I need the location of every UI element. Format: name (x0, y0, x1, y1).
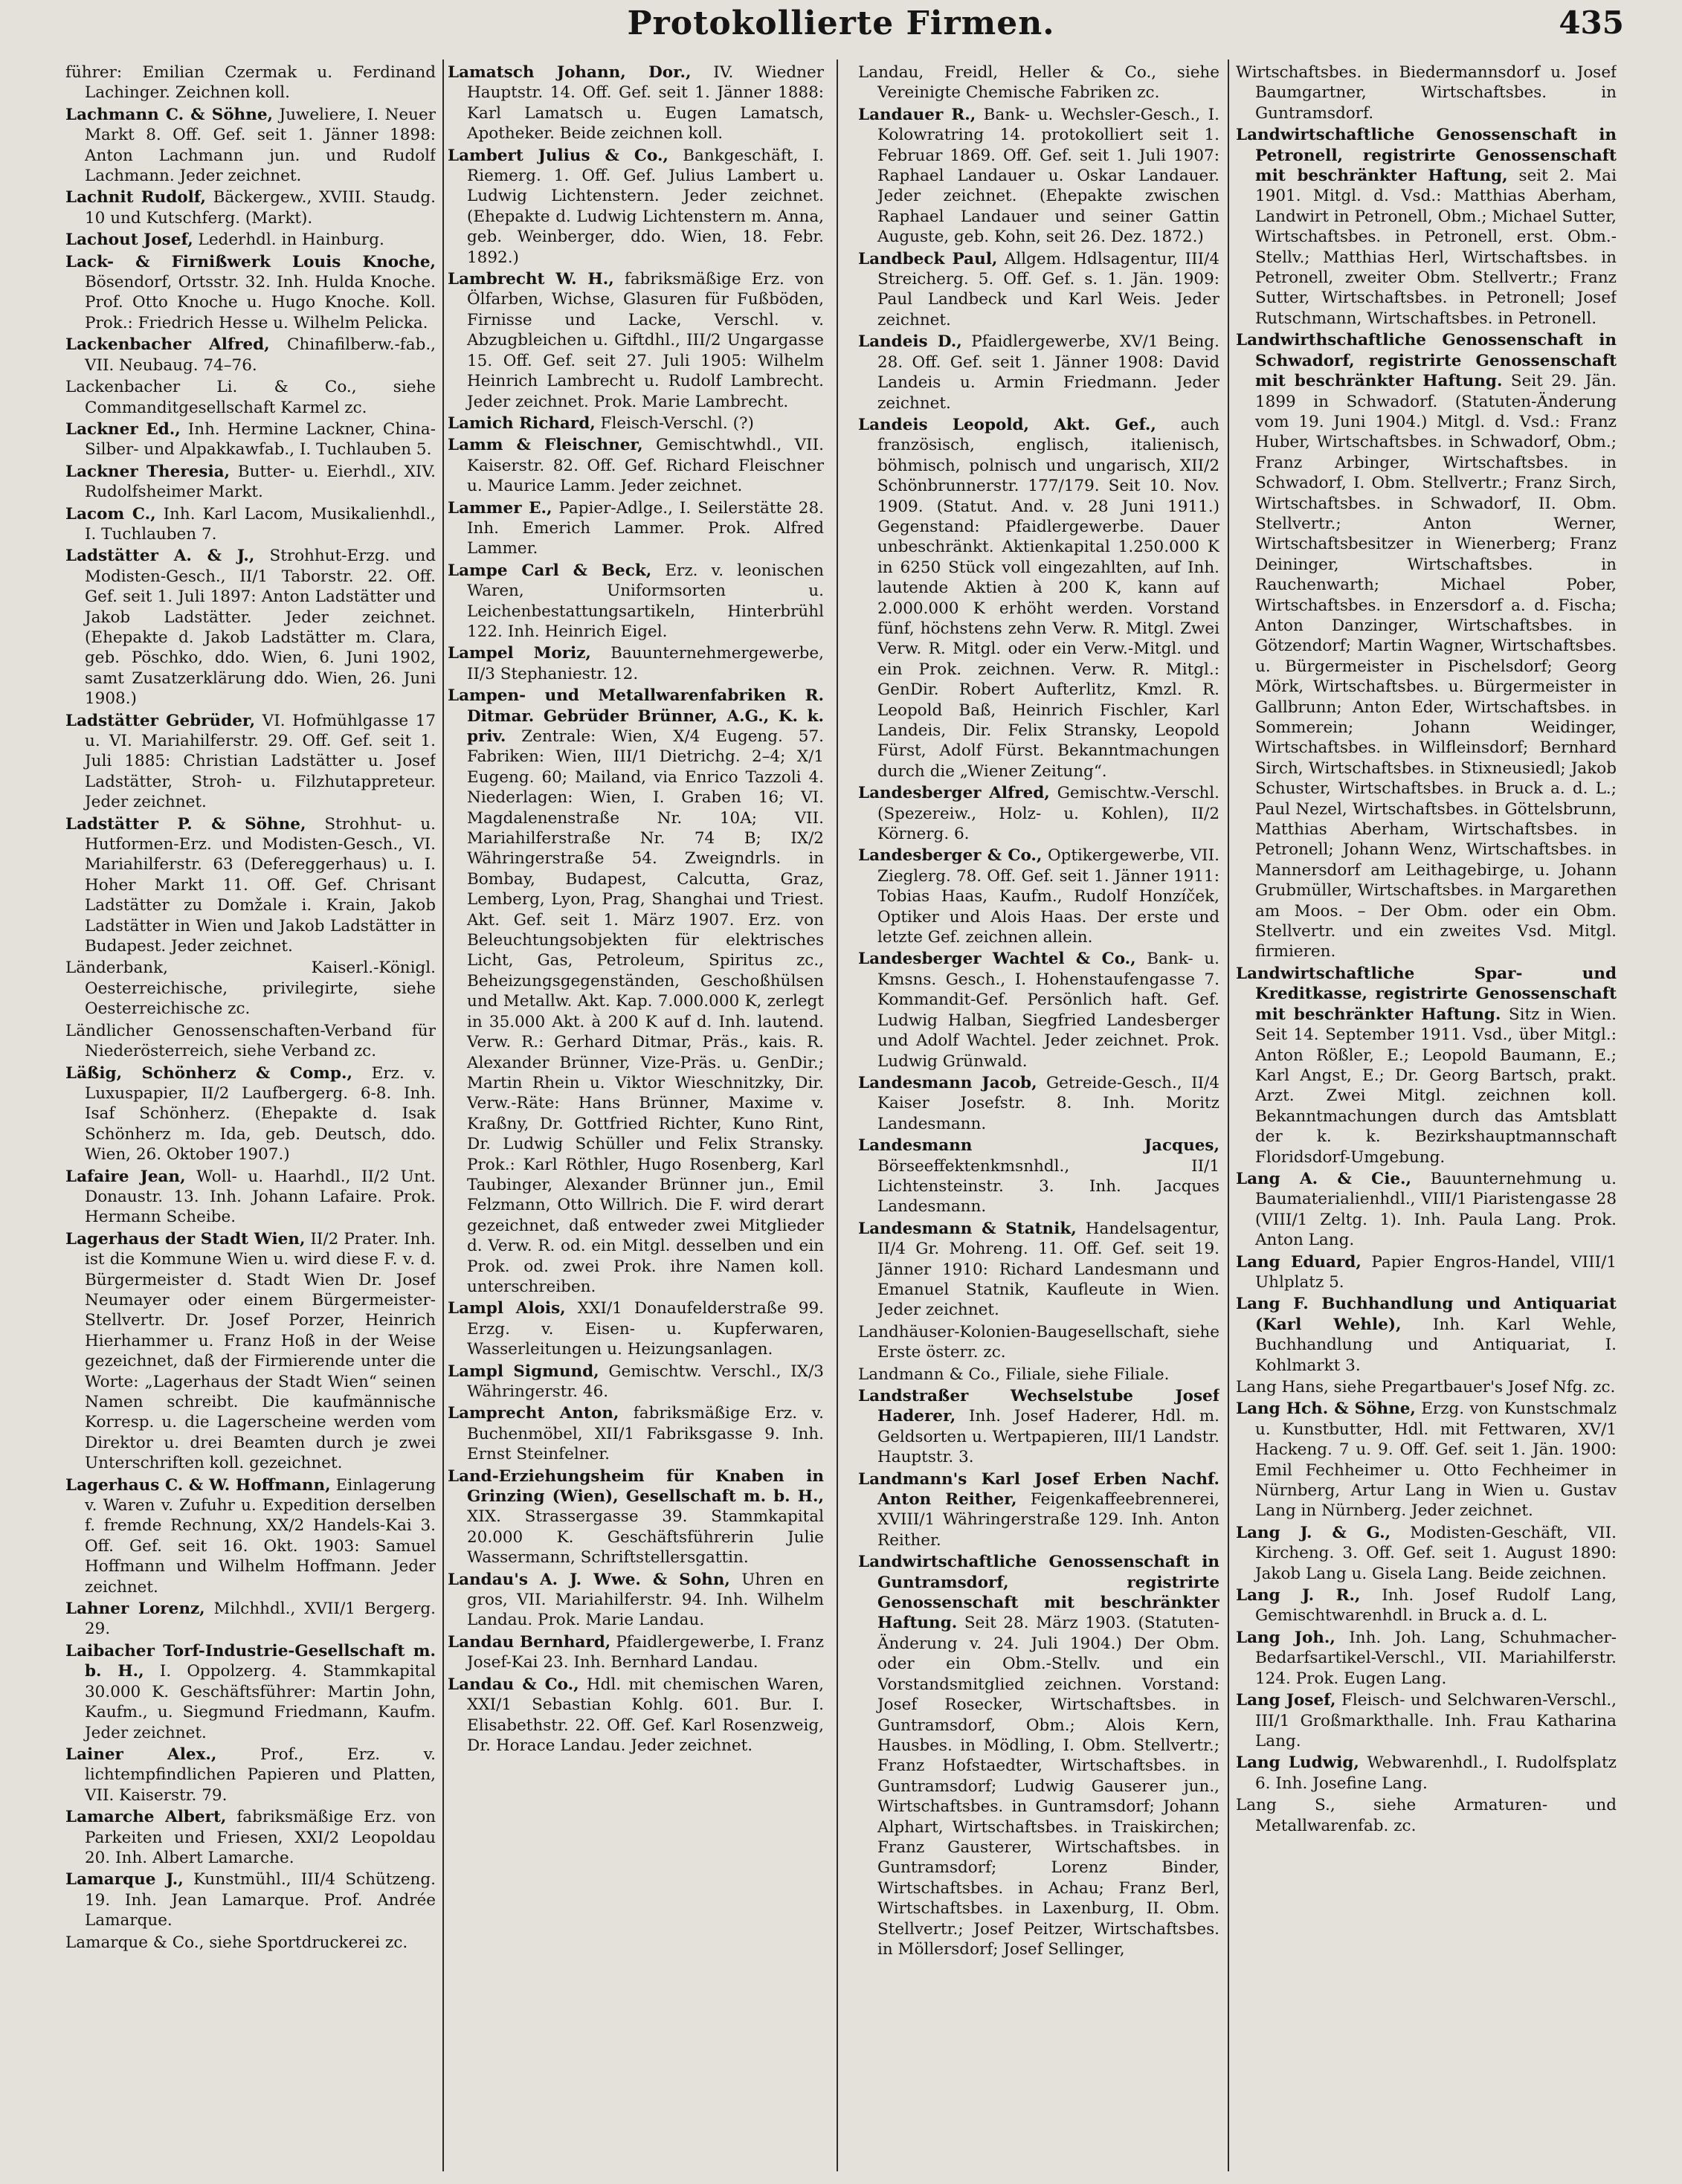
directory-entry (65, 1641, 436, 1743)
entry-text: Landhäuser-Kolonien-Baugesellschaft, siehe Erste österr. zc. (858, 1322, 1219, 1362)
entry-text: Börseeffektenkmsnhdl., II/1 Lichtensteinstr. 3. Inh. Jacques Landesmann. (877, 1156, 1219, 1217)
firm-name: Lang J. & G., (1236, 1523, 1391, 1542)
directory-entry (65, 62, 436, 103)
entry-text: Gemischtw.-Verschl. (Spezereiw., Holz- u. Kohlen), II/2 Körnerg. 6. (877, 784, 1219, 844)
entry-text: Juweliere, I. Neuer Markt 8. Off. Gef. seit 1. Jänner 1898: Anton Lachmann jun. und Rudolf Lachmann. Jeder zeichnet. (85, 105, 436, 186)
entry-text: Lamarque & Co., siehe Sportdruckerei zc. (65, 1933, 408, 1952)
firm-name: Lachmann C. & Söhne, (65, 105, 273, 124)
directory-entry (65, 230, 436, 250)
directory-entry (65, 1063, 436, 1165)
firm-name: Lamm & Fleischner, (448, 436, 643, 455)
page-header (0, 0, 1682, 52)
entry-text: Seit 29. Jän. 1899 in Schwadorf. (Statuten-Änderung vom 19. Juni 1904.) Mitgl. d. Vsd.: Franz Huber, Wirtschaftsbes. in Schwadorf, Obm.; Franz Arbinger, Wirtschaftsbes. in Schwadorf, I. Obm. Stellvertr.; Franz Sirch, Wirtschaftsbes. in Schwadorf, II. Obm. Stellvertr.; Anton Werner, Wirtschaftsbesitzer in Wienerberg; Franz Deininger, Wirtschaftsbes. in Rauchenwarth; Michael Pober, Wirtschaftsbes. in Enzersdorf a. d. Fischa; Anton Danzinger, Wirtschaftsbes. in Götzendorf; Martin Wagner, Wirtschaftsbes. u. Bürgermeister in Pischelsdorf; Georg Mörk, Wirtschaftsbes. u. Bürgermeister in Gallbrunn; Anton Eder, Wirtschaftsbes. in Sommerein; Johann Weidinger, Wirtschaftsbes. in Wilfleinsdorf; Bernhard Sirch, Wirtschaftsbes. in Stixneusiedl; Jakob Schuster, Wirtschaftsbes. in Bruck a. d. L.; Paul Nezel, Wirtschaftsbes. in Göttelsbrunn, Matthias Aberham, Wirtschaftsbes. in Petronell; Johann Wenz, Wirtschaftsbes. in Mannersdorf am Leithagebirge, u. Johann Grubmüller, Wirtschaftsbes. in Margarethen am Moos. – Der Obm. oder ein Obm. Stellvertr. und ein zweites Vsd. Mitgl. firmieren. (1255, 372, 1617, 961)
page-number: 435 (1559, 4, 1624, 41)
entry-text: Bauunternehmergewerbe, II/3 Stephaniestr. 12. (467, 644, 824, 683)
entry-text: Gemischtw. Verschl., IX/3 Währingerstr. 46. (467, 1362, 824, 1401)
directory-entry (1236, 964, 1617, 1167)
entry-text: Bankgeschäft, I. Riemerg. 1. Off. Gef. Julius Lambert u. Ludwig Lichtenstern. Jeder zeichnet. (Ehepakte d. Ludwig Lichtenstern m. Anna, geb. Weinberger, ddo. Wien, 18. Febr. 1892.) (467, 146, 824, 267)
directory-entry (65, 419, 436, 460)
entry-text: Strohhut-Erzg. und Modisten-Gesch., II/1 Taborstr. 22. Off. Gef. seit 1. Juli 1897: Anton Ladstätter und Jakob Ladstätter. Jeder zeichnet. (Ehepakte d. Jakob Ladstätter m. Clara, geb. Pöschko, ddo. Wien, 6. Juni 1902, samt Zusatzerklärung ddo. Wien, 26. Juni 1908.) (85, 547, 436, 709)
directory-entry (65, 958, 436, 1019)
entry-text: Seit 28. März 1903. (Statuten-Änderung v. 24. Juli 1904.) Der Obm. oder ein Obm.-Stellv. und ein Vorstandsmitglied zeichnen. Vorstand: Josef Rosecker, Wirtschaftsbes. in Guntramsdorf, Obm.; Alois Kern, Hausbes. in Mödling, I. Obm. Stellvertr.; Franz Hofstaedter, Wirtschaftsbes. in Guntramsdorf; Ludwig Gauserer jun., Wirtschaftsbes. in Guntramsdorf; Johann Alphart, Wirtschaftsbes. in Traiskirchen; Franz Gausterer, Wirtschaftsbes. in Guntramsdorf; Lorenz Binder, Wirtschaftsbes. in Achau; Franz Berl, Wirtschaftsbes. in Laxenburg, II. Obm. Stellvertr.; Josef Peitzer, Wirtschaftsbes. in Möllersdorf; Josef Sellinger, (877, 1614, 1219, 1959)
firm-name: Landbeck Paul, (858, 249, 998, 268)
directory-entry (1236, 1377, 1617, 1397)
directory-entry (65, 1021, 436, 1062)
directory-entry (448, 1675, 824, 1756)
directory-entry (65, 814, 436, 957)
entry-text: Lang S., siehe Armaturen- und Metallwarenfab. zc. (1236, 1796, 1617, 1835)
entry-text: Sitz in Wien. Seit 14. September 1911. Vsd., über Mitgl.: Anton Rößler, E.; Leopold Baumann, E.; Karl Angst, E.; Dr. Georg Bartsch, prakt. Arzt. Zwei Mitgl. zeichnen koll. Bekanntmachungen durch das Amtsblatt der k. k. Bezirkshauptmannschaft Floridsdorf-Umgebung. (1255, 1005, 1617, 1167)
directory-entry (858, 1073, 1219, 1134)
entry-text: Inh. Karl Lacom, Musikalienhdl., I. Tuchlauben 7. (85, 504, 436, 544)
directory-entry (858, 249, 1219, 331)
directory-entry (65, 1475, 436, 1597)
firm-name: Ladstätter A. & J., (65, 547, 255, 566)
column-divider (1228, 59, 1229, 2171)
directory-entry (448, 1466, 824, 1568)
firm-name: Lackenbacher Alfred, (65, 335, 270, 355)
firm-name: Lang Ludwig, (1236, 1753, 1359, 1773)
directory-entry (858, 1365, 1219, 1385)
directory-entry (1236, 1294, 1617, 1376)
firm-name: Lagerhaus der Stadt Wien, (65, 1229, 306, 1249)
entry-text: Erz. v. Luxuspapier, II/2 Laufbergerg. 6-8. Inh. Isaf Schönherz. (Ehepakte d. Isak Schönherz m. Ida, geb. Deutsch, ddo. Wien, 26. Oktober 1907.) (85, 1063, 436, 1165)
directory-entry (448, 643, 824, 684)
entry-text: Inh. Josef Haderer, Hdl. m. Geldsorten u. Wertpapieren, III/1 Landstr. Hauptstr. 3. (877, 1407, 1219, 1467)
firm-name: Lamarque J., (65, 1870, 184, 1890)
directory-entry (448, 146, 824, 268)
entry-text: Zentrale: Wien, X/4 Eugeng. 57. Fabriken: Wien, III/1 Dietrichg. 2–4; X/1 Eugeng. 60; Mailand, via Enrico Tazzoli 4. Niederlagen: Wien, I. Graben 16; VI. Magdalenenstraße Nr. 10A; VII. Mariahilferstraße Nr. 74 B; IX/2 Währingerstraße 54. Zweigndrls. in Bombay, Budapest, Calcutta, Graz, Lemberg, Lyon, Prag, Shanghai und Triest. Akt. Gef. seit 1. März 1907. Erz. von Beleuchtungsobjekten für elektrisches Licht, Gas, Petroleum, Spiritus zc., Beheizungsgegenständen, Geschoßhülsen und Metallw. Akt. Kap. 7.000.000 K, zerlegt in 35.000 Akt. à 200 K auf d. Inh. lautend. Verw. R.: Gerhard Ditmar, Präs., kais. R. Alexander Brünner, Vize-Präs. u. GenDir.; Martin Rhein u. Viktor Wieschnitzky, Dir. Verw.-Räte: Hans Brünner, Maxime v. Kraßny, Dr. Gottfried Richter, Kuno Rint, Dr. Ludwig Schüller und Felix Stransky. Prok.: Karl Röthler, Hugo Rosenberg, Karl Taubinger, Alexander Brünner jun., Emil Felzmann, Otto Willrich. Die F. wird derart gezeichnet, daß entweder zwei Mitglieder d. Verw. R. od. ein Mitgl. desselben und ein Prok. od. zwei Prok. ihre Namen koll. unterschreiben. (467, 727, 824, 1296)
entry-text: Länderbank, Kaiserl.-Königl. Oesterreichische, privilegirte, siehe Oesterreichische zc. (65, 959, 436, 1019)
directory-entry (448, 498, 824, 559)
directory-entry (65, 335, 436, 376)
entry-text: Papier Engros-Handel, VIII/1 Uhlplatz 5. (1255, 1252, 1617, 1292)
page-title: Protokollierte Firmen. (627, 4, 1055, 42)
entry-text: auch französisch, englisch, italienisch, böhmisch, polnisch und ungarisch, XII/2 Schönbrunnerstr. 177/179. Seit 10. Nov. 1909. (Statut. And. v. 28 Juni 1911.) Gegenstand: Pfaidlergewerbe. Dauer unbeschränkt. Aktienkapital 1.250.000 K in 6250 Stück voll eingezahlten, auf Inh. lautende Aktien à 200 K, kann auf 2.000.000 K erhöht werden. Vorstand fünf, höchstens zehn Verw. R. Mitgl. Zwei Verw. R. Mitgl. oder ein Verw.-Mitgl. und ein Prok. zeichnen. Verw. R. Mitgl.: GenDir. Robert Aufterlitz, Kmzl. R. Leopold Baß, Heinrich Fischler, Karl Landeis, Dir. Felix Stransky, Leopold Fürst, Adolf Fürst. Bekanntmachungen durch die „Wiener Zeitung“. (877, 415, 1219, 781)
firm-name: Lampe Carl & Beck, (448, 561, 652, 580)
firm-name: Lamprecht Anton, (448, 1404, 619, 1423)
firm-name: Lachnit Rudolf, (65, 188, 207, 207)
firm-name: Lamarche Albert, (65, 1808, 227, 1827)
directory-entry (448, 269, 824, 412)
directory-entry (1236, 1795, 1617, 1836)
directory-entry (65, 1229, 436, 1474)
directory-entry (448, 1362, 824, 1402)
entry-text: Wirtschaftsbes. in Biedermannsdorf u. Josef Baumgartner, Wirtschaftsbes. in Guntramsdorf. (1236, 63, 1617, 123)
firm-name: Landesberger Wachtel & Co., (858, 950, 1136, 969)
entry-text: Lackenbacher Li. & Co., siehe Commanditgesellschaft Karmel zc. (65, 378, 436, 417)
firm-name: Lachout Josef, (65, 231, 193, 250)
directory-entry (65, 1869, 436, 1930)
firm-name: Lampen- und Metallwarenfabriken R. Ditmar. Gebrüder Brünner, A.G., K. k. priv. (448, 686, 824, 746)
firm-name: Lainer Alex., (65, 1745, 217, 1764)
directory-entry (65, 1933, 436, 1953)
entry-text: Optikergewerbe, VII. Zieglerg. 78. Off. Gef. seit 1. Jänner 1911: Tobias Haas, Kaufm., Rudolf Honzíček, Optiker und Alois Haas. Der erste und letzte Gef. zeichnen allein. (877, 846, 1219, 947)
entry-text: fabriksmäßige Erz. v. Buchenmöbel, XII/1 Fabriksgasse 9. Inh. Ernst Steinfelner. (467, 1404, 824, 1464)
firm-name: Landmann's Karl Josef Erben Nachf. Anton Reither, (858, 1469, 1219, 1510)
firm-name: Laibacher Torf-Industrie-Gesellschaft m. b. H., (65, 1641, 436, 1681)
directory-entry (858, 62, 1219, 103)
column-divider (442, 59, 444, 2171)
directory-entry (858, 1322, 1219, 1363)
firm-name: Ladstätter P. & Söhne, (65, 814, 306, 834)
firm-name: Landesmann & Statnik, (858, 1219, 1077, 1238)
entry-text: Ländlicher Genossenschaften-Verband für Niederösterreich, siehe Verband zc. (65, 1021, 436, 1061)
entry-text: II/2 Prater. Inh. ist die Kommune Wien u. wird diese F. v. d. Bürgermeister d. Stadt Wien Dr. Josef Neumayer oder einem Bürgermeister-Stellvertr. Dr. Josef Porzer, Heinrich Hierhammer u. Franz Hoß in der Weise gezeichnet, daß der Firmierende unter die Worte: „Lagerhaus der Stadt Wien“ seinen Namen schreibt. Die kaufmännische Korresp. u. die Lagerscheine werden vom Direktor u. drei Beamten durch je zwei Unterschriften koll. gezeichnet. (85, 1229, 436, 1473)
directory-entry (448, 435, 824, 496)
column-3 (858, 62, 1219, 2167)
firm-name: Lamich Richard, (448, 413, 596, 433)
directory-entry (1236, 330, 1617, 962)
directory-entry (1236, 62, 1617, 123)
directory-entry (448, 1570, 824, 1631)
entry-text: VI. Hofmühlgasse 17 u. VI. Mariahilferstr. 29. Off. Gef. seit 1. Juli 1885: Christian Ladstätter u. Josef Ladstätter, Stroh- u. Filzhutappreteur. Jeder zeichnet. (85, 711, 436, 812)
entry-text: Pfaidlergewerbe, I. Franz Josef-Kai 23. Inh. Bernhard Landau. (467, 1632, 824, 1672)
entry-text: Uhren en gros, VII. Mariahilferstr. 94. Inh. Wilhelm Landau. Prok. Marie Landau. (467, 1570, 824, 1630)
directory-entry (65, 377, 436, 418)
directory-entry (448, 1298, 824, 1359)
directory-entry (1236, 1753, 1617, 1794)
firm-name: Landauer R., (858, 105, 976, 124)
firm-name: Lambrecht W. H., (448, 270, 614, 289)
firm-name: Landau's A. J. Wwe. & Sohn, (448, 1570, 730, 1589)
entry-text: Prof., Erz. v. lichtempfindlichen Papieren und Platten, VII. Kaiserstr. 79. (85, 1745, 436, 1805)
entry-text: Inh. Josef Rudolf Lang, Gemischtwarenhdl. in Bruck a. d. L. (1255, 1586, 1617, 1626)
firm-name: Landesmann Jacob, (858, 1073, 1037, 1092)
entry-text: Fleisch-Verschl. (?) (595, 413, 754, 433)
firm-name: Lang J. R., (1236, 1586, 1361, 1605)
firm-name: Lafaire Jean, (65, 1167, 186, 1186)
directory-entry (65, 187, 436, 228)
firm-name: Ladstätter Gebrüder, (65, 711, 256, 730)
directory-entry (858, 1386, 1219, 1468)
entry-text: Hdl. mit chemischen Waren, XXI/1 Sebastian Kohlg. 601. Bur. I. Elisabethstr. 22. Off. Gef. Karl Rosenzweig, Dr. Horace Landau. Jeder zeichnet. (467, 1675, 824, 1755)
directory-entry (1236, 1399, 1617, 1521)
firm-name: Lang A. & Cie., (1236, 1169, 1412, 1188)
entry-text: Feigenkaffeebrennerei, XVIII/1 Währingerstraße 129. Inh. Anton Reither. (877, 1490, 1219, 1550)
entry-text: Bank- u. Wechsler-Gesch., I. Kolowratring 14. protokolliert seit 1. Februar 1869. Off. Gef. seit 1. Juli 1907: Raphael Landauer u. Oskar Landauer. Jeder zeichnet. (Ehepakte zwischen Raphael Landauer und seiner Gattin Auguste, geb. Kohn, seit 26. Dez. 1872.) (877, 105, 1219, 247)
firm-name: Lammer E., (448, 498, 552, 518)
entry-text: Inh. Hermine Lackner, China-Silber- und Alpakkawfab., I. Tuchlauben 5. (85, 419, 436, 460)
directory-entry (448, 62, 824, 144)
entry-text: seit 2. Mai 1901. Mitgl. d. Vsd.: Matthias Aberham, Landwirt in Petronell, Obm.; Michael Sutter, Wirtschaftsbes. in Petronell, erst. Obm.-Stellv.; Matthias Herl, Wirtschaftsbes. in Petronell, zweiter Obm. Stellvertr.; Franz Sutter, Wirtschaftsbes. in Petronell; Josef Rutschmann, Wirtschaftsbes. in Petronell. (1255, 167, 1617, 328)
entry-text: Fleisch- und Selchwaren-Verschl., III/1 Großmarkthalle. Inh. Frau Katharina Lang. (1255, 1691, 1617, 1750)
directory-entry (1236, 1628, 1617, 1689)
entry-text: Erz. v. leonischen Waren, Uniformsorten u. Leichenbestattungsartikeln, Hinterbrühl 122. Inh. Heinrich Eigel. (467, 561, 824, 641)
directory-entry (65, 1745, 436, 1805)
firm-name: Lampl Alois, (448, 1299, 566, 1318)
entry-text: Allgem. Hdlsagentur, III/4 Streicherg. 5. Off. Gef. s. 1. Jän. 1909: Paul Landbeck und Karl Weis. Jeder zeichnet. (877, 249, 1219, 329)
entry-text: Kunstmühl., III/4 Schützeng. 19. Inh. Jean Lamarque. Prof. Andrée Lamarque. (85, 1870, 436, 1930)
entry-text: Woll- u. Haarhdl., II/2 Unt. Donaustr. 13. Inh. Johann Lafaire. Prok. Hermann Scheibe. (85, 1167, 436, 1227)
directory-entry (858, 332, 1219, 413)
entry-text: Lederhdl. in Hainburg. (193, 231, 384, 250)
directory-entry (858, 105, 1219, 248)
entry-text: Gemischtwhdl., VII. Kaiserstr. 82. Off. Gef. Richard Fleischner u. Maurice Lamm. Jeder zeichnet. (467, 436, 824, 496)
directory-entry (858, 1136, 1219, 1217)
firm-name: Lampel Moriz, (448, 644, 591, 663)
directory-entry (858, 415, 1219, 782)
firm-name: Landwirtschaftliche Spar- und Kreditkasse, registrirte Genossenschaft mit beschränkter Haftung. (1236, 964, 1617, 1024)
firm-name: Landesberger Alfred, (858, 784, 1050, 803)
firm-name: Lambert Julius & Co., (448, 146, 668, 165)
directory-entry (448, 1403, 824, 1464)
directory-entry (65, 1167, 436, 1228)
column-4 (1236, 62, 1617, 2167)
entry-text: Bösendorf, Ortsstr. 32. Inh. Hulda Knoche. Prof. Otto Knoche u. Hugo Knoche. Koll. Prok.: Friedrich Hesse u. Wilhelm Pelicka. (85, 273, 436, 332)
entry-text: Inh. Karl Wehle, Buchhandlung und Antiquariat, I. Kohlmarkt 3. (1255, 1315, 1617, 1375)
column-2 (448, 62, 824, 2167)
entry-text: Butter- u. Eierhdl., XIV. Rudolfsheimer Markt. (85, 462, 436, 502)
firm-name: Landeis Leopold, Akt. Gef., (858, 415, 1156, 434)
firm-name: Läßig, Schönherz & Comp., (65, 1063, 352, 1083)
directory-entry (1236, 1252, 1617, 1293)
directory-entry (448, 413, 824, 434)
entry-text: Landmann & Co., Filiale, siehe Filiale. (858, 1365, 1170, 1384)
firm-name: Lang Joh., (1236, 1628, 1335, 1647)
firm-name: Lamatsch Johann, Dor., (448, 63, 692, 82)
directory-entry (65, 504, 436, 545)
firm-name: Lang F. Buchhandlung und Antiquariat (Karl Wehle), (1236, 1295, 1617, 1334)
entry-text: Strohhut- u. Hutformen-Erz. und Modisten-Gesch., VI. Mariahilferstr. 63 (Defereggerhaus) u. I. Hoher Markt 11. Off. Gef. Chrisant Ladstätter zu Domžale i. Krain, Jakob Ladstätter in Wien und Jakob Ladstätter in Budapest. Jeder zeichnet. (85, 814, 436, 956)
firm-name: Lang Hch. & Söhne, (1236, 1399, 1416, 1419)
firm-name: Landeis D., (858, 332, 962, 352)
firm-name: Landesmann Jacques, (858, 1136, 1219, 1156)
column-divider (837, 59, 838, 2171)
directory-entry (65, 462, 436, 503)
firm-name: Lahner Lorenz, (65, 1600, 205, 1619)
firm-name: Landau Bernhard, (448, 1632, 611, 1652)
entry-text: Einlagerung v. Waren v. Zufuhr u. Expedition derselben f. fremde Rechnung, XX/2 Handels-Kai 3. Off. Gef. seit 16. Okt. 1903: Samuel Hoffmann und Wilhelm Hoffmann. Jeder zeichnet. (85, 1475, 436, 1597)
directory-entry (858, 1219, 1219, 1321)
directory-entry (1236, 1523, 1617, 1584)
directory-entry (65, 546, 436, 709)
directory-entry (65, 1599, 436, 1640)
firm-name: Lampl Sigmund, (448, 1362, 599, 1381)
directory-entry (65, 711, 436, 813)
firm-name: Landwirtschaftliche Genossenschaft in Guntramsdorf, registrirte Genossenschaft mit beschränkter Haftung. (858, 1553, 1219, 1633)
entry-text: fabriksmäßige Erz. von Parkeiten und Friesen, XXI/2 Leopoldau 20. Inh. Albert Lamarche. (85, 1808, 436, 1867)
directory-entry (858, 1552, 1219, 1959)
firm-name: Landstraßer Wechselstube Josef Haderer, (858, 1387, 1219, 1426)
entry-text: Bäckergew., XVIII. Staudg. 10 und Kutschferg. (Markt). (85, 188, 436, 228)
entry-text: Bank- u. Kmsns. Gesch., I. Hohenstaufengasse 7. Kommandit-Gef. Persönlich haft. Gef. Ludwig Halban, Siegfried Landesberger und Adolf Wachtel. Jeder zeichnet. Prok. Ludwig Grünwald. (877, 950, 1219, 1071)
directory-entry (1236, 125, 1617, 329)
firm-name: Lack- & Firnißwerk Louis Knoche, (65, 252, 436, 271)
entry-text: Milchhdl., XVII/1 Bergerg. 29. (85, 1600, 436, 1639)
entry-text: Webwarenhdl., I. Rudolfsplatz 6. Inh. Josefine Lang. (1255, 1753, 1617, 1793)
directory-entry (65, 252, 436, 334)
column-1 (65, 62, 436, 2167)
entry-text: Erzg. von Kunstschmalz u. Kunstbutter, Hdl. mit Fettwaren, XV/1 Hackeng. 7 u. 9. Off. Gef. seit 1. Jän. 1900: Emil Fechheimer u. Otto Fechheimer in Nürnberg, Artur Lang in Wien u. Gustav Lang in Nürnberg. Jeder zeichnet. (1255, 1399, 1617, 1521)
directory-entry (858, 783, 1219, 844)
firm-name: Land-Erziehungsheim für Knaben in Grinzing (Wien), Gesellschaft m. b. H., (448, 1466, 824, 1507)
entry-text: fabriksmäßige Erz. von Ölfarben, Wichse, Glasuren für Fußböden, Firnisse und Lacke, Verschl. v. Abzugbleichen u. Giftdhl., III/2 Ungargasse 15. Off. Gef. seit 27. Juli 1905: Wilhelm Heinrich Lambrecht u. Rudolf Lambrecht. Jeder zeichnet. Prok. Marie Lambrecht. (467, 270, 824, 411)
directory-entry (858, 949, 1219, 1071)
firm-name: Lackner Ed., (65, 419, 181, 439)
firm-name: Lacom C., (65, 504, 156, 524)
entry-text: Papier-Adlge., I. Seilerstätte 28. Inh. Emerich Lammer. Prok. Alfred Lammer. (467, 498, 824, 558)
entry-text: Modisten-Geschäft, VII. Kircheng. 3. Off. Gef. seit 1. August 1890: Jakob Lang u. Gisela Lang. Beide zeichnen. (1255, 1523, 1617, 1583)
entry-text: Getreide-Gesch., II/4 Kaiser Josefstr. 8. Inh. Moritz Landesmann. (877, 1073, 1219, 1133)
firm-name: Lang Eduard, (1236, 1252, 1362, 1272)
entry-text: XXI/1 Donaufelderstraße 99. Erzg. v. Eisen- u. Kupferwaren, Wasserleitungen u. Heizungsanlagen. (467, 1299, 824, 1359)
firm-name: Landau & Co., (448, 1675, 579, 1694)
entry-text: Lang Hans, siehe Pregartbauer's Josef Nfg. zc. (1236, 1378, 1616, 1397)
directory-entry (65, 1807, 436, 1868)
entry-text: Chinafilberw.-fab., VII. Neubaug. 74–76. (85, 335, 436, 375)
directory-entry (1236, 1585, 1617, 1626)
directory-entry (1236, 1690, 1617, 1751)
entry-text: Landau, Freidl, Heller & Co., siehe Vereinigte Chemische Fabriken zc. (858, 63, 1219, 103)
directory-entry (448, 1632, 824, 1673)
firm-name: Landesberger & Co., (858, 846, 1043, 866)
firm-name: Landwirthschaftliche Genossenschaft in Schwadorf, registrirte Genossenschaft mit beschränkter Haftung. (1236, 331, 1617, 391)
entry-text: XIX. Strassergasse 39. Stammkapital 20.000 K. Geschäftsführerin Julie Wassermann, Schriftstellersgattin. (467, 1507, 824, 1568)
directory-entry (65, 105, 436, 187)
firm-name: Lang Josef, (1236, 1691, 1336, 1710)
firm-name: Landwirtschaftliche Genossenschaft in Petronell, registrirte Genossenschaft mit beschränkter Haftung, (1236, 126, 1617, 186)
directory-entry (448, 561, 824, 642)
entry-text: Handelsagentur, II/4 Gr. Mohreng. 11. Off. Gef. seit 19. Jänner 1910: Richard Landesmann und Emanuel Statnik, Kaufleute in Wien. Jeder zeichnet. (877, 1219, 1219, 1320)
directory-entry (1236, 1169, 1617, 1251)
entry-text: führer: Emilian Czermak u. Ferdinand Lachinger. Zeichnen koll. (65, 63, 436, 103)
firm-name: Lagerhaus C. & W. Hoffmann, (65, 1475, 331, 1495)
firm-name: Lackner Theresia, (65, 462, 231, 481)
directory-entry (858, 1469, 1219, 1551)
entry-text: Bauunternehmung u. Baumaterialienhdl., VIII/1 Piaristengasse 28 (VIII/1 Zeltg. 1). Inh. Paula Lang. Prok. Anton Lang. (1255, 1169, 1617, 1250)
entry-text: Inh. Joh. Lang, Schuhmacher-Bedarfsartikel-Verschl., VII. Mariahilferstr. 124. Prok. Eugen Lang. (1255, 1628, 1617, 1688)
entry-text: I. Oppolzerg. 4. Stammkapital 30.000 K. Geschäftsführer: Martin John, Kaufm., u. Siegmund Friedmann, Kaufm. Jeder zeichnet. (85, 1662, 436, 1742)
directory-entry (858, 845, 1219, 947)
directory-entry (448, 686, 824, 1297)
entry-text: Pfaidlergewerbe, XV/1 Being. 28. Off. Gef. seit 1. Jänner 1908: David Landeis u. Armin Friedmann. Jeder zeichnet. (877, 332, 1219, 413)
entry-text: IV. Wiedner Hauptstr. 14. Off. Gef. seit 1. Jänner 1888: Karl Lamatsch u. Eugen Lamatsch, Apotheker. Beide zeichnen koll. (467, 63, 824, 144)
